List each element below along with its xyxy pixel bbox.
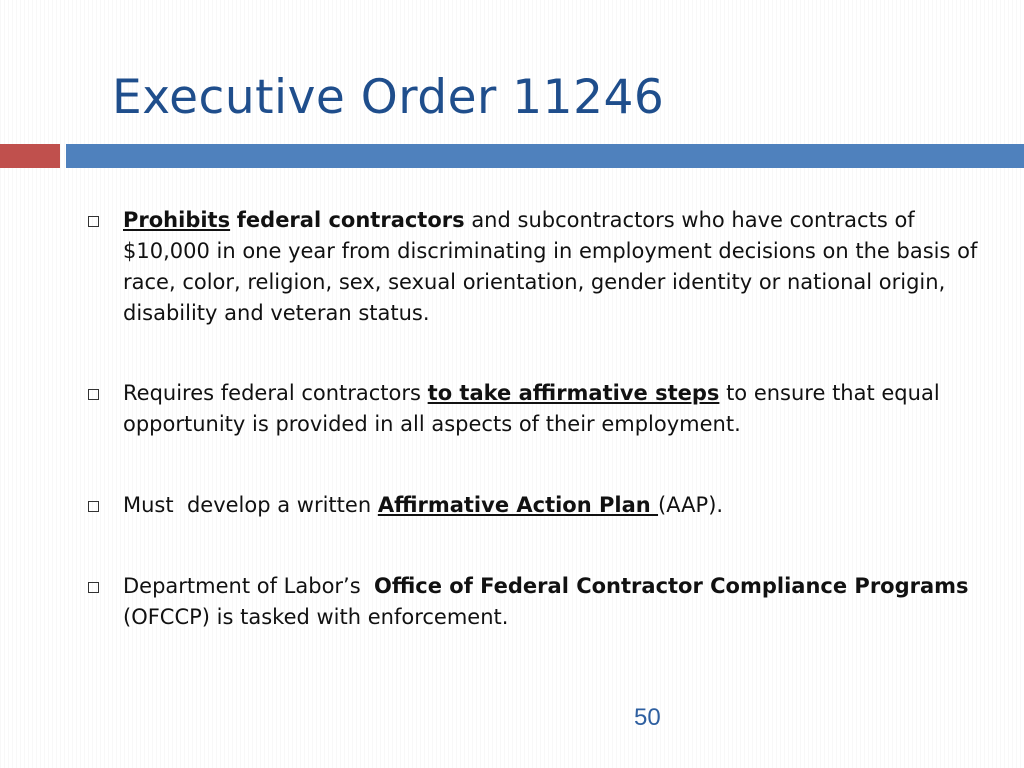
bullet-square-icon xyxy=(88,216,99,227)
bullet-text-part: Requires federal contractors xyxy=(123,381,428,405)
page-number: 50 xyxy=(634,704,661,731)
bullet-text xyxy=(123,490,983,521)
bullet-prohibits xyxy=(88,205,988,329)
bullet-aap xyxy=(88,490,988,521)
title-accent-bar-red xyxy=(0,144,60,168)
bullet-text-part: to ensure that equal opportunity is provided in all aspects of their employment. xyxy=(123,381,940,436)
bullet-text xyxy=(123,378,983,440)
bullet-emphasis: to take affirmative steps xyxy=(427,381,720,405)
bullet-text-part xyxy=(230,208,237,232)
bullet-emphasis: Prohibits xyxy=(123,208,231,232)
slide-title: Executive Order 11246 xyxy=(112,70,665,125)
bullet-emphasis: Office of Federal Contractor Compliance Programs xyxy=(374,574,969,598)
bullet-square-icon xyxy=(88,582,99,593)
bullet-text-part: Department of Labor’s xyxy=(123,574,375,598)
bullet-text-part: (OFCCP) is tasked with enforcement. xyxy=(123,605,509,629)
bullet-ofccp xyxy=(88,571,988,633)
bullet-text xyxy=(123,571,983,633)
title-accent-bar-blue xyxy=(66,144,1024,168)
bullet-text-part: (AAP). xyxy=(658,493,724,517)
bullet-text-part: and subcontractors who have contracts of $10,000 in one year from discriminating in employment decisions on the basis of race, color, religion, sex, sexual orientation, gender identity or national origin, disability and veteran status. xyxy=(123,208,978,325)
bullet-square-icon xyxy=(88,389,99,400)
bullet-text-part: Must develop a written xyxy=(123,493,378,517)
bullet-requires xyxy=(88,378,988,440)
bullet-emphasis: federal contractors xyxy=(236,208,465,232)
bullet-square-icon xyxy=(88,501,99,512)
bullet-emphasis: Affirmative Action Plan xyxy=(377,493,659,517)
bullet-text xyxy=(123,205,983,329)
